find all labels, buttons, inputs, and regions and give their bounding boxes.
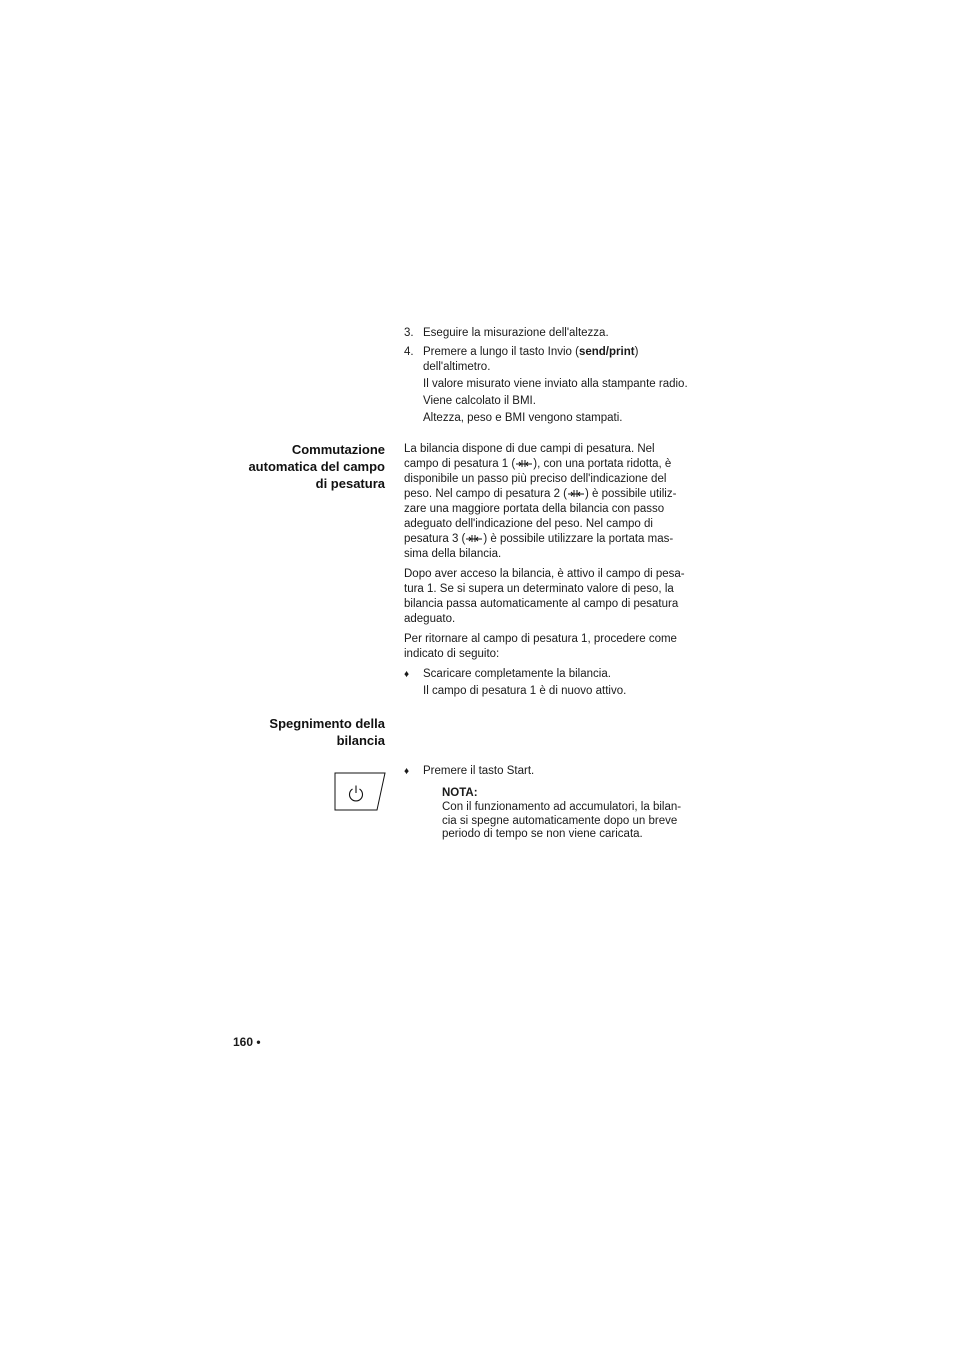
power-icon: [334, 772, 386, 811]
paragraph-1: [404, 442, 696, 562]
text-fragment: ) è possibile utiliz-: [585, 488, 677, 500]
note-block: [404, 786, 696, 842]
step-number: 4.: [404, 346, 414, 358]
note-line: Con il funzionamento ad accumulatori, la bilan-: [442, 801, 682, 813]
step-text: Eseguire la misurazione dell'altezza.: [423, 327, 609, 339]
heading-line: di pesatura: [315, 476, 385, 491]
note-line: periodo di tempo se non viene caricata.: [442, 828, 643, 840]
send-print-key-label: send/print: [578, 346, 635, 358]
text-line: [404, 487, 696, 502]
start-key-illustration: [334, 772, 386, 811]
step-4: [404, 345, 696, 426]
note-line: cia si spegne automaticamente dopo un breve: [442, 814, 678, 827]
bullet-item: [404, 764, 696, 779]
weighing-range-icon: [567, 489, 585, 498]
bullet-result: Il campo di pesatura 1 è di nuovo attivo.: [423, 685, 627, 697]
text-line: zare una maggiore portata della bilancia con passo: [404, 503, 665, 515]
step-result: Viene calcolato il BMI.: [423, 395, 536, 407]
step-number: 3.: [404, 327, 414, 339]
heading-line: automatica del campo: [248, 459, 385, 474]
text-line: [404, 532, 696, 547]
text-fragment: ) è possibile utilizzare la portata mas-: [483, 533, 674, 545]
heading-line: Commutazione: [291, 442, 385, 457]
bullet-text: Premere il tasto Start.: [423, 765, 535, 777]
paragraph-2: [404, 567, 696, 627]
section-heading-commutazione: [215, 441, 385, 492]
text-line: tura 1. Se si supera un determinato valore di peso, la: [404, 583, 674, 595]
section-body-commutazione: [404, 442, 696, 699]
text-fragment: peso. Nel campo di pesatura 2 (: [404, 488, 568, 500]
text-line: Per ritornare al campo di pesatura 1, procedere come: [404, 633, 677, 645]
text-fragment: ), con una portata ridotta, è: [533, 458, 672, 470]
heading-line: Spegnimento della: [269, 716, 385, 731]
section-heading-spegnimento: [215, 715, 385, 749]
section-body-spegnimento: [404, 764, 696, 842]
text-line: La bilancia dispone di due campi di pesatura. Nel: [404, 443, 655, 455]
step-text-post: ): [634, 346, 639, 358]
note-title: NOTA:: [442, 787, 478, 799]
heading-line: bilancia: [336, 733, 385, 748]
step-text-line2: dell'altimetro.: [423, 361, 491, 373]
weighing-range-icon: [515, 459, 533, 468]
text-line: [404, 457, 696, 472]
bullet-text: Scaricare completamente la bilancia.: [423, 668, 611, 680]
step-text: [404, 345, 696, 360]
text-line: indicato di seguito:: [404, 648, 500, 660]
text-fragment: pesatura 3 (: [404, 533, 466, 545]
step-list: [404, 326, 696, 426]
text-line: Dopo aver acceso la bilancia, è attivo il campo di pesa-: [404, 568, 685, 580]
bullet-diamond-icon: ♦: [404, 669, 410, 680]
text-line: disponibile un passo più preciso dell'indicazione del: [404, 473, 667, 485]
paragraph-3: [404, 632, 696, 662]
weighing-range-icon: [465, 534, 483, 543]
page-number: 160 •: [233, 1035, 261, 1049]
step-result: Altezza, peso e BMI vengono stampati.: [423, 412, 623, 424]
text-line: bilancia passa automaticamente al campo di pesatura: [404, 598, 679, 610]
bullet-item: [404, 667, 696, 699]
step-3: [404, 326, 696, 341]
text-line: adeguato.: [404, 613, 456, 625]
text-fragment: campo di pesatura 1 (: [404, 458, 516, 470]
bullet-diamond-icon: ♦: [404, 766, 410, 777]
step-result: Il valore misurato viene inviato alla stampante radio.: [423, 378, 688, 390]
text-line: sima della bilancia.: [404, 548, 502, 560]
step-text-pre: Premere a lungo il tasto Invio (: [423, 346, 579, 358]
text-line: adeguato dell'indicazione del peso. Nel campo di: [404, 518, 653, 530]
